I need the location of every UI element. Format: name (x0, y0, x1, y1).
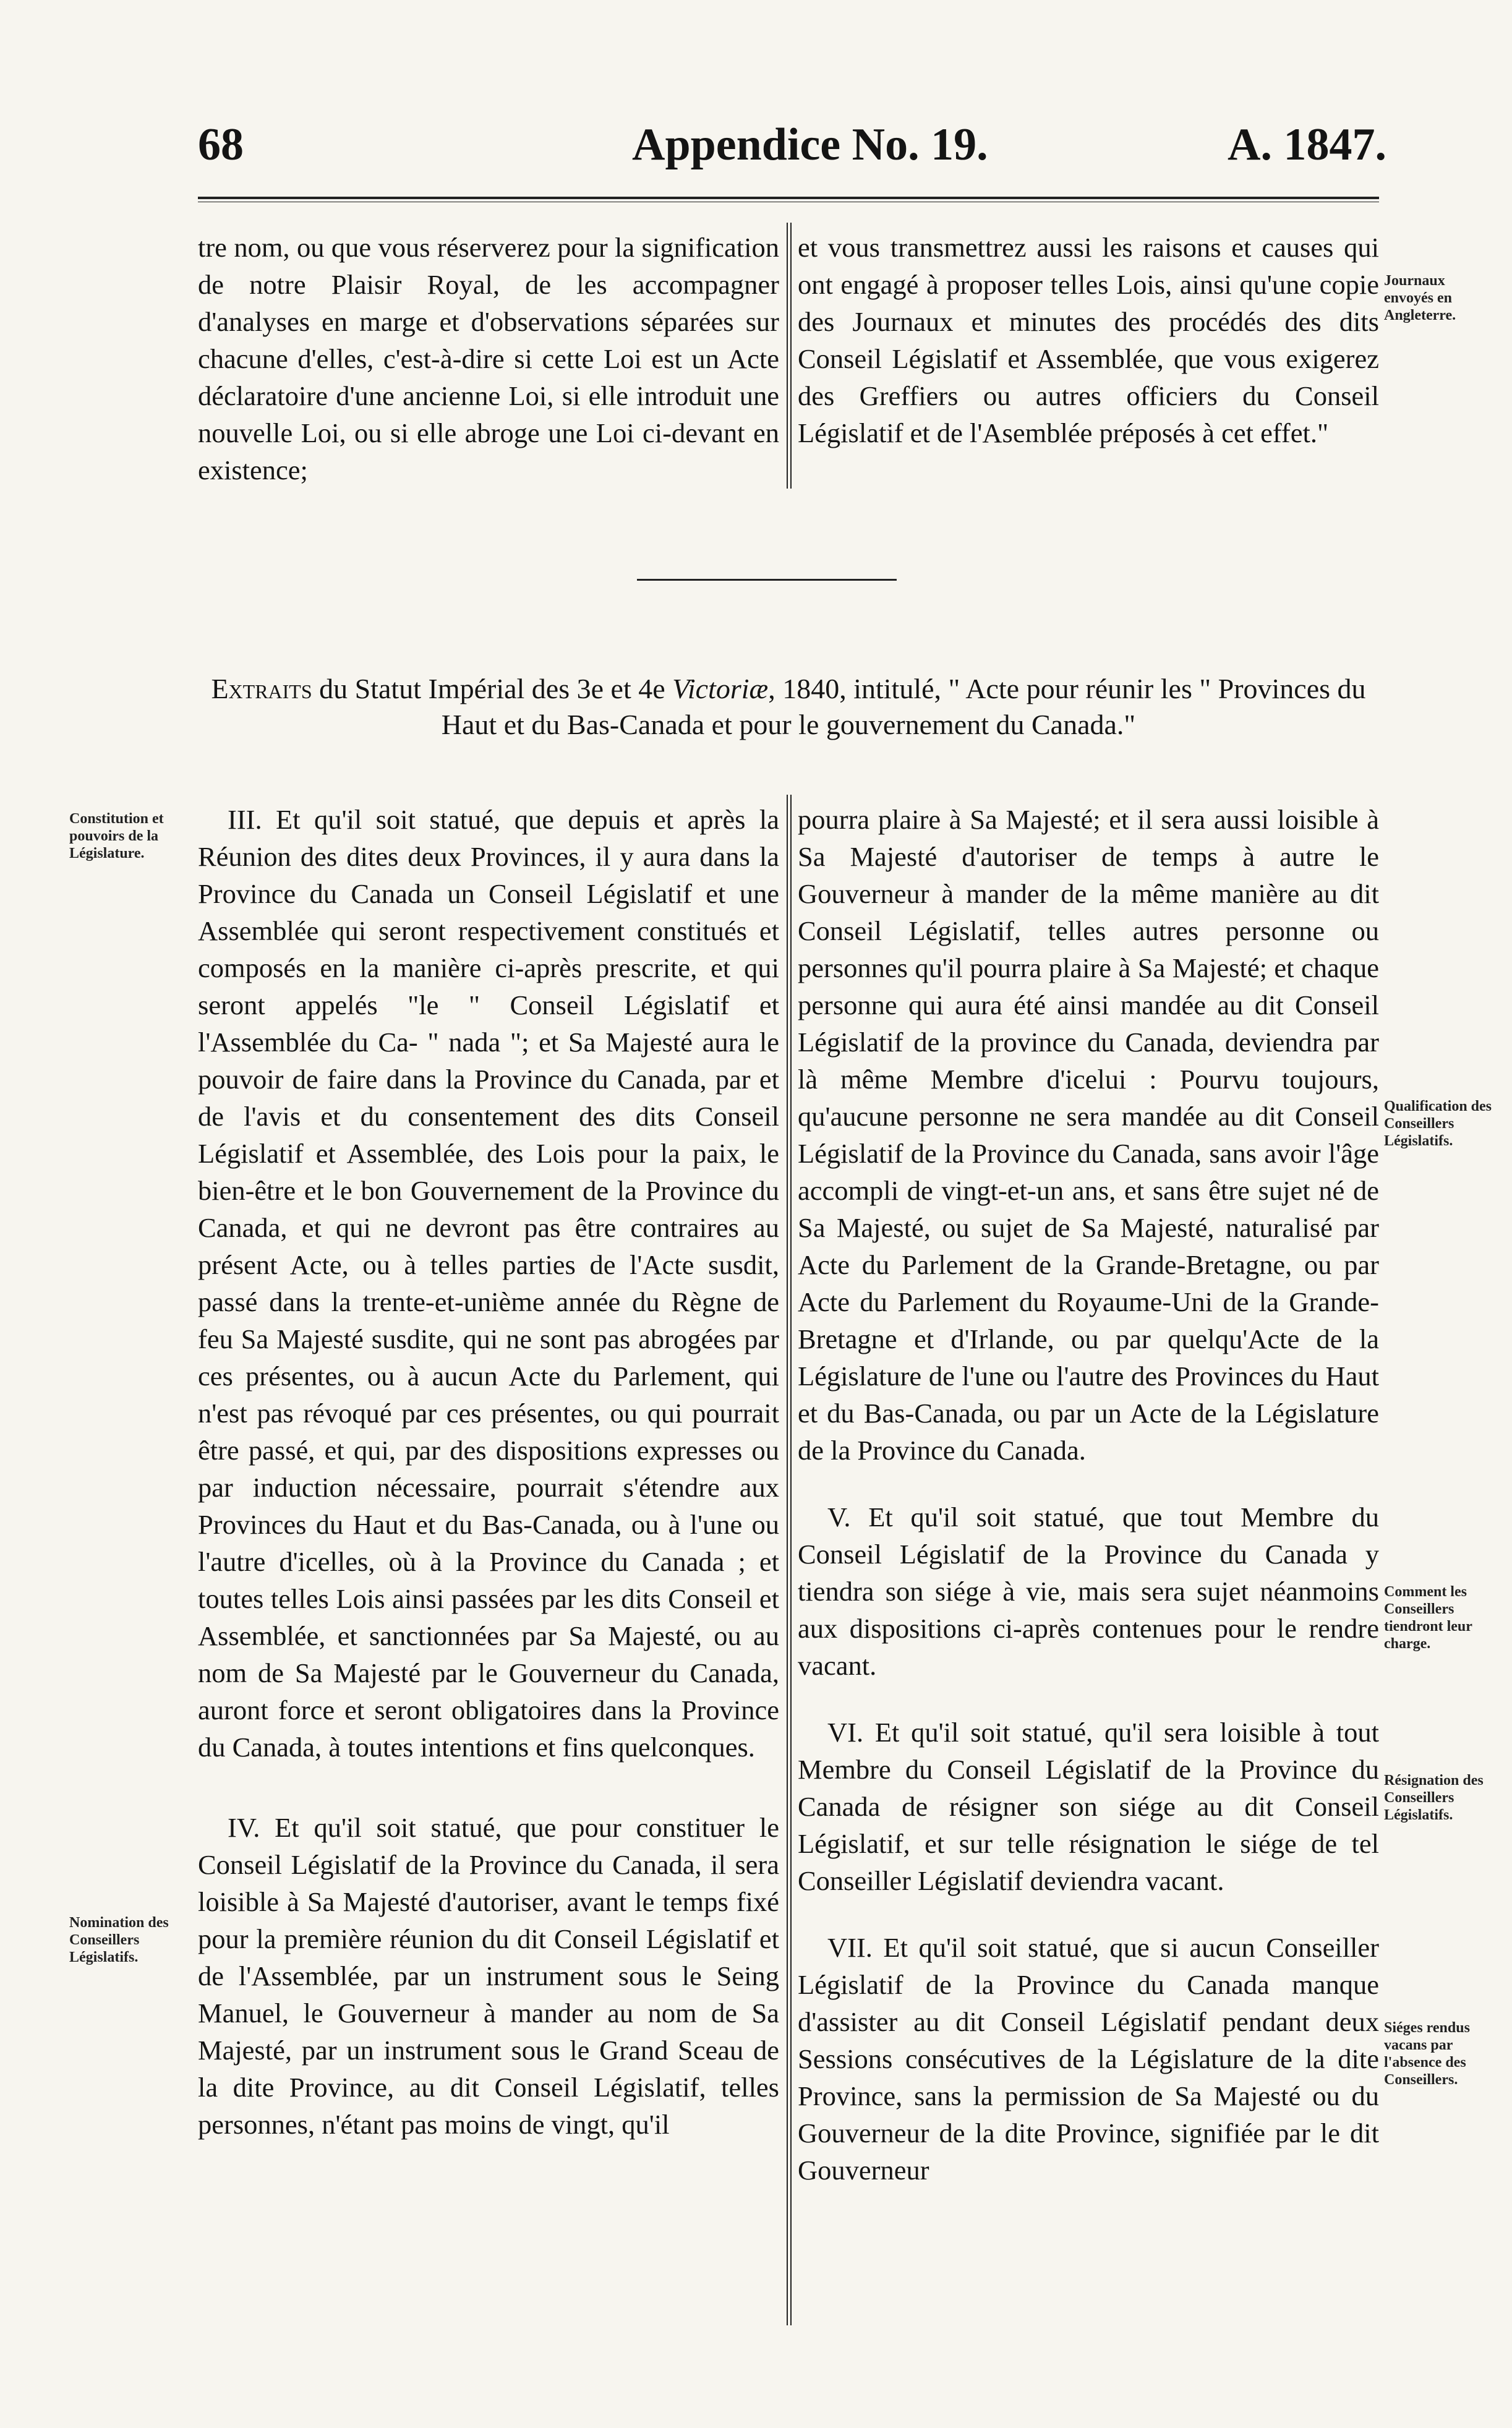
margin-note-comment: Comment les Conseillers tiendront leur charge. (1384, 1584, 1472, 1652)
extract-title (198, 671, 1379, 743)
left-column (198, 801, 779, 2143)
margin-note-constitution: Constitution et pouvoirs de la Législature. (69, 811, 164, 861)
top-right-column (798, 229, 1379, 451)
page-title: Appendice No. 19. (632, 119, 988, 170)
column-divider-2 (790, 795, 792, 2325)
page-header (0, 119, 1512, 174)
right-column (798, 801, 1379, 2189)
section-v: V. Et qu'il soit statué, que tout Membre du Conseil Législatif de la Province du Canada y tiendra son siége à vie, mais sera sujet néanmoins aux dispositions ci-après contenues pour le rendre vacant. (798, 1502, 1379, 1681)
page-year: A. 1847. (1228, 119, 1386, 170)
column-divider-top-2 (790, 223, 792, 489)
top-left-column (198, 229, 779, 489)
header-rule (198, 197, 1379, 199)
page-number: 68 (198, 119, 244, 170)
column-divider-top (787, 223, 788, 489)
section-iv-continuation: pourra plaire à Sa Majesté; et il sera aussi loisible à Sa Majesté d'autoriser de temps à autre le Gouverneur à mander de la même manière au dit Conseil Législatif, telles autres personne ou personnes qu'il pourra plaire à Sa Majesté; et chaque personne qui aura été ainsi mandée au dit Conseil Législatif de la province du Canada, deviendra par là même Membre d'icelui : Pourvu toujours, qu'aucune personne ne sera mandée au dit Conseil Législatif de la Province du Canada, sans avoir l'âge accompli de vingt-et-un ans, et sans être sujet né de Sa Majesté, ou sujet de Sa Majesté, naturalisé par Acte du Parlement de la Grande-Bretagne, ou par Acte du Parlement du Royaume-Uni de la Grande-Bretagne et d'Irlande, ou par quelqu'Acte de la Législature de l'une ou l'autre des Provinces du Haut et du Bas-Canada, ou par un Acte de la Législature de la Province du Canada. (798, 804, 1379, 1466)
extract-title-lead: Extraits (211, 673, 312, 704)
section-iv: IV. Et qu'il soit statué, que pour constituer le Conseil Législatif de la Province du Canada, il sera loisible à Sa Majesté d'autoriser, avant le temps fixé pour la première réunion du dit Conseil Législatif et de l'Assemblée, par un instrument sous le Seing Manuel, le Gouverneur à mander au nom de Sa Majesté, par un instrument sous le Grand Sceau de la dite Province, au dit Conseil Législatif, telles personnes, n'étant pas moins de vingt, qu'il (198, 1812, 779, 2140)
extract-title-text: du Statut Impérial des 3e et 4e (312, 673, 673, 704)
section-divider (637, 579, 897, 581)
section-vi: VI. Et qu'il soit statué, qu'il sera loisible à tout Membre du Conseil Législatif de la Province du Canada de résigner son siége au dit Conseil Législatif, et sur telle résignation le siége de tel Conseiller Législatif deviendra vacant. (798, 1717, 1379, 1896)
section-iii: III. Et qu'il soit statué, que depuis et après la Réunion des dites deux Provinces, il y aura dans la Province du Canada un Conseil Législatif et une Assemblée qui seront respectivement constitués et composés en la manière ci-après prescrite, et qui seront appelés "le " Conseil Législatif et l'Assemblée du Ca- " nada "; et Sa Majesté aura le pouvoir de faire dans la Province du Canada, par et de l'avis et du consentement des dits Conseil Législatif et Assemblée, des Lois pour la paix, le bien-être et le bon Gouvernement de la Province du Canada, et qui ne devront pas être contraires au présent Acte, ou à telles parties de l'Acte susdit, passé dans la trente-et-unième année du Règne de feu Sa Majesté susdite, qui ne sont pas abrogées par ces présentes, ou à aucun Acte du Parlement, qui n'est pas révoqué par ces présentes, ou qui pourrait être passé, et qui, par des dispositions expresses ou par induction nécessaire, pourrait s'étendre aux Provinces du Haut et du Bas-Canada, ou à l'une ou l'autre d'icelles, où à la Province du Canada ; et toutes telles Lois ainsi passées par les dits Conseil et Assemblée, et sanctionnées par Sa Majesté, ou au nom de Sa Majesté par le Gouverneur du Canada, auront force et seront obligatoires dans la Province du Canada, à toutes intentions et fins quelconques. (198, 804, 779, 1763)
margin-note-journaux: Journaux envoyés en Angleterre. (1384, 273, 1456, 323)
margin-note-resignation: Résignation des Conseillers Législatifs. (1384, 1772, 1484, 1823)
margin-note-nomination: Nomination des Conseillers Législatifs. (69, 1915, 169, 1965)
top-right-paragraph: et vous transmettrez aussi les raisons et causes qui ont engagé à proposer telles Lois, ainsi qu'une copie des Journaux et minutes des procédés des dits Conseil Législatif et Assemblée, que vous exigerez des Greffiers ou autres officiers du Conseil Législatif et de l'Asemblée préposés à cet effet." (798, 232, 1379, 448)
extract-title-italic: Victoriæ (672, 673, 769, 704)
margin-note-qualification: Qualification des Conseillers Législatifs. (1384, 1098, 1492, 1149)
section-vii: VII. Et qu'il soit statué, que si aucun Conseiller Législatif de la Province du Canada manque d'assister au dit Conseil Législatif pendant deux Sessions consécutives de la Législature de la dite Province, sans la permission de Sa Majesté ou du Gouverneur de la dite Province, signifiée par le dit Gouverneur (798, 1932, 1379, 2186)
extract-title-rest: , 1840, intitulé, " Acte pour réunir les " Provinces du Haut et du Bas-Canada et pour le gouvernement du Canada." (441, 673, 1366, 740)
margin-note-sieges: Siéges rendus vacans par l'absence des Conseillers. (1384, 2020, 1470, 2088)
column-divider (787, 795, 788, 2325)
top-left-paragraph: tre nom, ou que vous réserverez pour la signification de notre Plaisir Royal, de les accompagner d'analyses en marge et d'observations séparées sur chacune d'elles, c'est-à-dire si cette Loi est un Acte déclaratoire d'une ancienne Loi, si elle introduit une nouvelle Loi, ou si elle abroge une Loi ci-devant en existence; (198, 232, 779, 485)
